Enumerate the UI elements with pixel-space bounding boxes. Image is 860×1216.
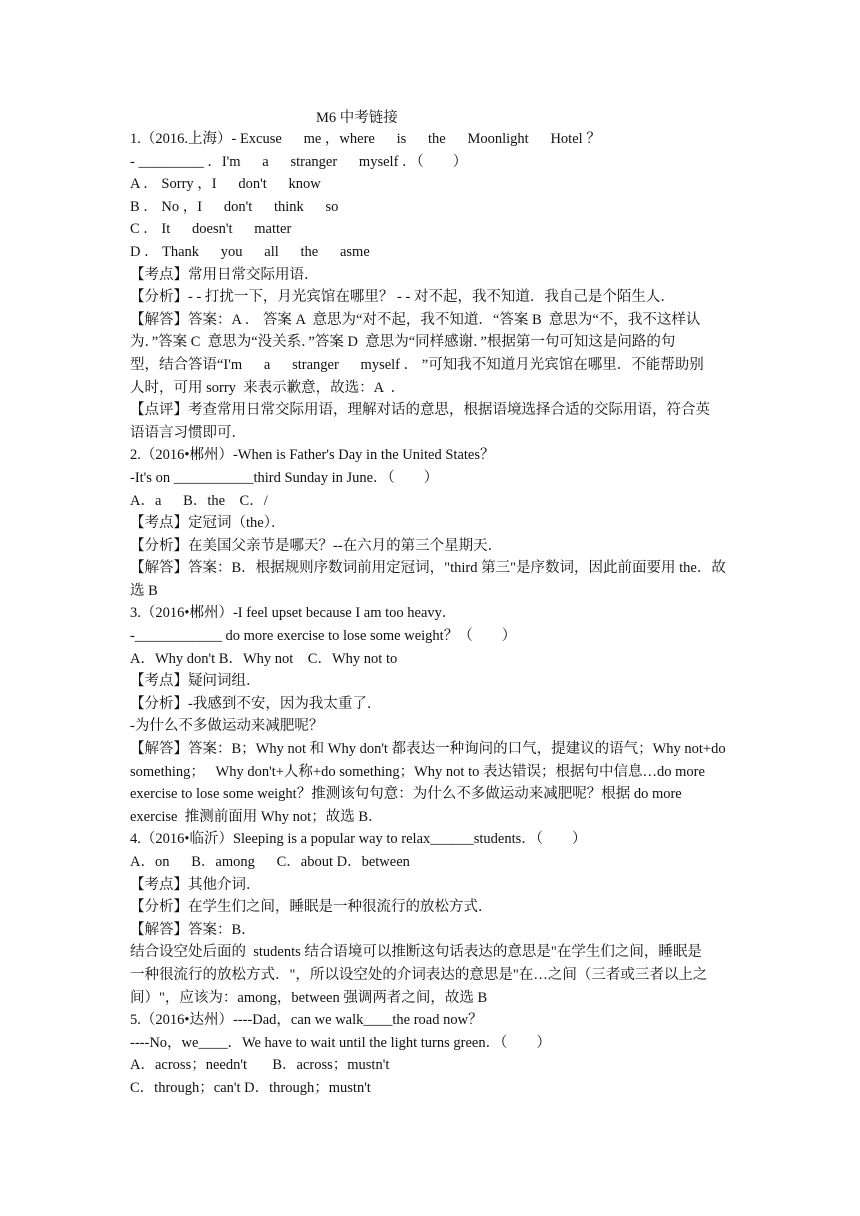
text-line: 选 B xyxy=(130,582,158,599)
text-line: 【考点】疑问词组． xyxy=(130,673,261,690)
text-line: 一种很流行的放松方式．"，所以设空处的介词表达的意思是"在…之间（三者或三者以上之 xyxy=(130,966,708,983)
text-line: A．on B．among C．about D．between xyxy=(130,854,410,870)
text-line: 为．”答案 C 意思为“没关系．”答案 D 意思为“同样感谢．”根据第一句可知这是问路的句 xyxy=(130,334,676,351)
text-line: 【解答】答案：B；Why not 和 Why don't 都表达一种询问的口气，提建议的语气；Why not+do xyxy=(130,741,726,758)
text-line: 型，结合答语“I'm a stranger myself ． ”可知我不知道月光宾馆在哪里．不能帮助别 xyxy=(130,356,704,373)
text-line: 【分析】在美国父亲节是哪天？--在六月的第三个星期天． xyxy=(130,537,503,554)
text-line: 结合设空处后面的 students 结合语境可以推断这句话表达的意思是"在学生们之间，睡眠是 xyxy=(130,944,702,961)
text-line: 语语言习惯即可． xyxy=(130,424,246,441)
text-line: -____________ do more exercise to lose some weight？（ ） xyxy=(130,628,517,645)
text-line: A ． Sorry ，I don't know xyxy=(130,176,321,193)
text-line: 【解答】答案：A ． 答案 A 意思为“对不起，我不知道．“答案 B 意思为“不，我不这样认 xyxy=(130,311,701,328)
text-line: 1.（2016.上海）- Excuse me ，where is the Moonlight Hotel ？ xyxy=(130,131,601,147)
text-line: ----No，we____．We have to wait until the light turns green．（ ） xyxy=(130,1034,551,1051)
text-line: 【考点】其他介词． xyxy=(130,876,261,893)
text-line: 【解答】答案：B． xyxy=(130,921,256,938)
text-line: C．through；can't D．through；mustn't xyxy=(130,1079,371,1096)
text-line: -It's on ___________third Sunday in June．（ ） xyxy=(130,469,439,486)
document-body xyxy=(130,128,732,1100)
text-line: B ． No ，I don't think so xyxy=(130,198,339,215)
text-line: A．across；needn't B．across；mustn't xyxy=(130,1057,390,1074)
text-line: 【考点】常用日常交际用语． xyxy=(130,266,319,283)
document-title: M6 中考链接 xyxy=(316,110,398,126)
text-line: 间）"，应该为：among，between 强调两者之间，故选 B xyxy=(130,989,488,1006)
text-line: 【分析】- - 打扰一下，月光宾馆在哪里？ - - 对不起，我不知道．我自己是个陌生人． xyxy=(130,289,675,306)
text-line: -为什么不多做运动来减肥呢？ xyxy=(130,718,324,735)
text-line: exercise 推测前面用 Why not；故选 B． xyxy=(130,808,383,825)
text-line: 【分析】在学生们之间，睡眠是一种很流行的放松方式． xyxy=(130,899,493,916)
text-line: 【考点】定冠词（the）． xyxy=(130,515,286,532)
text-line: 2.（2016•郴州）-When is Father's Day in the United States？ xyxy=(130,447,495,464)
text-line: 5.（2016•达州）----Dad，can we walk____the road now？ xyxy=(130,1012,483,1029)
text-line: C ． It doesn't matter xyxy=(130,221,292,238)
text-line: A．Why don't B．Why not C．Why not to xyxy=(130,650,398,667)
text-line: A．a B．the C．/ xyxy=(130,492,268,509)
text-line: - _________ ．I'm a stranger myself ．（ ） xyxy=(130,153,468,170)
text-line: D ． Thank you all the asme xyxy=(130,243,370,260)
text-line: 【解答】答案：B．根据规则序数词前用定冠词，"third 第三"是序数词，因此前面要用 the．故 xyxy=(130,560,726,577)
text-line: 4.（2016•临沂）Sleeping is a popular way to relax______students．（ ） xyxy=(130,831,587,848)
text-line: 【点评】考查常用日常交际用语，理解对话的意思，根据语境选择合适的交际用语，符合英 xyxy=(130,402,710,419)
text-line: exercise to lose some weight？推测该句句意：为什么不多做运动来减肥呢？根据 do more xyxy=(130,786,682,803)
text-line: something； Why don't+人称+do something；Why not to 表达错误；根据句中信息…do more xyxy=(130,763,705,780)
text-line: 【分析】-我感到不安，因为我太重了． xyxy=(130,695,382,712)
text-line: 3.（2016•郴州）-I feel upset because I am too heavy． xyxy=(130,605,457,622)
text-line: 人时，可用 sorry 来表示歉意，故选：A ． xyxy=(130,379,406,396)
